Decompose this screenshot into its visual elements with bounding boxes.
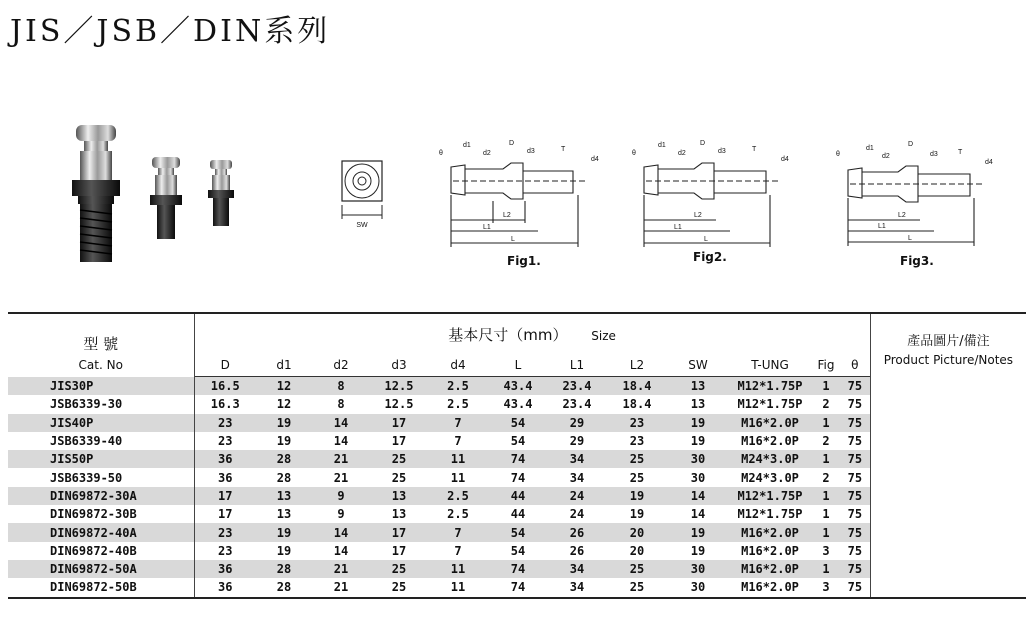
table-row	[8, 542, 1026, 560]
l1-label: L1	[483, 224, 491, 231]
table-row	[8, 468, 1026, 486]
spec-cell: 74	[510, 470, 526, 485]
spec-cell: 2.5	[447, 397, 469, 412]
spec-cell: 12.5	[384, 397, 414, 412]
pull-stud-large	[72, 125, 120, 262]
spec-cell: 34	[569, 470, 585, 485]
table-row	[8, 487, 1026, 505]
cat-no-cell: JIS30P	[8, 377, 194, 396]
spec-cell: 74	[488, 450, 548, 468]
spec-cell: 25	[606, 578, 668, 597]
column-header: d3	[370, 354, 428, 377]
spec-cell: 1	[812, 450, 840, 468]
spec-cell: 12	[256, 377, 312, 396]
spec-cell: 34	[548, 578, 606, 597]
spec-cell: 13	[391, 507, 407, 522]
spec-cell: 8	[337, 397, 345, 412]
spec-cell: 17	[370, 414, 428, 432]
spec-cell: 1	[812, 377, 840, 396]
spec-cell: 9	[312, 487, 370, 505]
d-label: D	[509, 140, 515, 147]
spec-cell: 17	[391, 543, 407, 558]
table-row	[8, 395, 1026, 413]
spec-cell: 75	[847, 507, 863, 522]
fig3-caption: Fig3.	[900, 254, 934, 268]
spec-cell: M12*1.75P	[728, 487, 812, 505]
spec-cell: 23.4	[562, 397, 592, 412]
column-header: L	[488, 354, 548, 377]
column-header: L2	[606, 354, 668, 377]
spec-cell: 2.5	[428, 377, 488, 396]
column-header: T-UNG	[728, 354, 812, 377]
spec-cell: 23	[194, 523, 256, 541]
column-header: d2	[312, 354, 370, 377]
spec-cell: M16*2.0P	[728, 578, 812, 597]
spec-cell: 14	[333, 434, 349, 449]
spec-cell: 2	[822, 397, 830, 412]
spec-cell: 7	[428, 523, 488, 541]
spec-cell: M16*2.0P	[741, 543, 799, 558]
d4-label: d4	[985, 159, 993, 166]
notes-cell	[870, 432, 1026, 450]
fig1-drawing	[433, 135, 608, 255]
spec-cell: 75	[840, 414, 870, 432]
spec-cell: 44	[510, 507, 526, 522]
d3-label: d3	[930, 151, 938, 158]
column-header: L1	[548, 354, 606, 377]
sw-label: SW	[356, 222, 368, 229]
spec-cell: M16*2.0P	[728, 523, 812, 541]
spec-cell: 2.5	[447, 507, 469, 522]
spec-cell: 17	[391, 434, 407, 449]
cat-no-cell: JSB6339-30	[8, 395, 194, 413]
spec-cell: 2	[822, 470, 830, 485]
spec-cell: 17	[218, 507, 233, 522]
cat-no-cell: JSB6339-50	[8, 468, 194, 486]
column-header: Fig	[812, 354, 840, 377]
spec-cell: 36	[194, 560, 256, 578]
spec-cell: 30	[668, 578, 728, 597]
spec-cell: 16.3	[210, 397, 240, 412]
d1-label: d1	[463, 142, 471, 149]
cat-no-header	[8, 313, 194, 377]
spec-cell: 1	[812, 414, 840, 432]
d-label: D	[700, 140, 706, 147]
l2-label: L2	[694, 212, 702, 219]
spec-cell: 43.4	[488, 377, 548, 396]
notes-cell	[870, 487, 1026, 505]
spec-cell: 75	[847, 470, 863, 485]
spec-cell: 13	[256, 487, 312, 505]
spec-cell: 17	[370, 523, 428, 541]
cat-no-cell: DIN69872-50A	[8, 560, 194, 578]
spec-cell: 23	[606, 414, 668, 432]
l-label: L	[704, 236, 708, 243]
table-row	[8, 377, 1026, 396]
spec-cell: 23.4	[548, 377, 606, 396]
spec-cell: 19	[690, 434, 706, 449]
notes-cell	[870, 505, 1026, 523]
spec-cell: 19	[629, 507, 645, 522]
spec-cell: 75	[840, 578, 870, 597]
spec-cell: 43.4	[503, 397, 533, 412]
l2-label: L2	[898, 212, 906, 219]
spec-cell: 11	[428, 578, 488, 597]
d1-label: d1	[658, 142, 666, 149]
l-label: L	[511, 236, 515, 243]
spec-cell: M12*1.75P	[737, 397, 803, 412]
spec-cell: 23	[194, 414, 256, 432]
spec-cell: 8	[312, 377, 370, 396]
spec-cell: 11	[450, 470, 466, 485]
d4-label: d4	[591, 156, 599, 163]
spec-cell: 1	[812, 487, 840, 505]
spec-cell: 25	[391, 470, 407, 485]
spec-cell: 23	[629, 434, 645, 449]
spec-cell: 13	[690, 397, 706, 412]
spec-cell: 75	[840, 450, 870, 468]
spec-cell: 44	[488, 487, 548, 505]
spec-cell: 19	[668, 523, 728, 541]
spec-cell: 23	[218, 434, 233, 449]
spec-cell: 25	[606, 560, 668, 578]
d2-label: d2	[483, 150, 491, 157]
cat-no-cell: DIN69872-40B	[8, 542, 194, 560]
spec-cell: 28	[276, 470, 292, 485]
spec-cell: 54	[510, 434, 526, 449]
spec-cell: 14	[668, 487, 728, 505]
spec-cell: M16*2.0P	[728, 560, 812, 578]
spec-cell: 75	[847, 543, 863, 558]
cat-no-cell: JSB6339-40	[8, 432, 194, 450]
spec-cell: 25	[606, 450, 668, 468]
spec-cell: 1	[812, 560, 840, 578]
spec-cell: 36	[194, 450, 256, 468]
spec-cell: 29	[569, 434, 585, 449]
spec-cell: 14	[690, 507, 706, 522]
spec-cell: 21	[312, 578, 370, 597]
notes-cell	[870, 377, 1026, 396]
fig2-caption: Fig2.	[693, 250, 727, 264]
spec-cell: 34	[548, 450, 606, 468]
spec-cell: 19	[690, 543, 706, 558]
spec-cell: 36	[218, 470, 233, 485]
spec-cell: 12	[276, 397, 292, 412]
spec-cell: 75	[840, 377, 870, 396]
spec-cell: 20	[629, 543, 645, 558]
spec-cell: 24	[548, 487, 606, 505]
spec-cell: 54	[488, 523, 548, 541]
spec-cell: 19	[606, 487, 668, 505]
product-photos	[62, 122, 252, 267]
notes-header-zh: 產品圖片/備注	[907, 333, 990, 349]
page-title: JIS／JSB／DIN系列	[10, 14, 331, 49]
spec-cell: 7	[454, 434, 462, 449]
theta-label: θ	[836, 151, 840, 158]
cat-no-cell: DIN69872-50B	[8, 578, 194, 597]
spec-cell: 25	[370, 578, 428, 597]
spec-cell: 30	[668, 450, 728, 468]
notes-cell	[870, 578, 1026, 597]
size-header-en: Size	[591, 328, 616, 343]
spec-cell: 18.4	[606, 377, 668, 396]
spec-cell: 74	[488, 560, 548, 578]
notes-cell	[870, 395, 1026, 413]
spec-cell: M24*3.0P	[741, 470, 799, 485]
sw-end-view-drawing	[336, 155, 388, 233]
spec-cell: 30	[690, 470, 706, 485]
spec-cell: 17	[194, 487, 256, 505]
table-row	[8, 560, 1026, 578]
cat-no-cell: DIN69872-30B	[8, 505, 194, 523]
spec-cell: 29	[548, 414, 606, 432]
column-header: θ	[840, 354, 870, 377]
spec-cell: 54	[488, 414, 548, 432]
table-row	[8, 432, 1026, 450]
size-header-zh: 基本尺寸（mm）	[448, 325, 568, 344]
t-label: T	[958, 149, 963, 156]
spec-cell: 2	[822, 434, 830, 449]
spec-cell: 21	[312, 450, 370, 468]
spec-cell: M12*1.75P	[728, 377, 812, 396]
cat-no-cell: DIN69872-30A	[8, 487, 194, 505]
spec-cell: 1	[822, 507, 830, 522]
spec-cell: M16*2.0P	[741, 434, 799, 449]
spec-cell: 75	[847, 434, 863, 449]
fig1-caption: Fig1.	[507, 254, 541, 268]
column-header: SW	[668, 354, 728, 377]
d3-label: d3	[527, 148, 535, 155]
notes-cell	[870, 523, 1026, 541]
table-row	[8, 450, 1026, 468]
spec-cell: 11	[428, 560, 488, 578]
spec-cell: M24*3.0P	[728, 450, 812, 468]
spec-cell: 25	[629, 470, 645, 485]
spec-cell: 24	[569, 507, 585, 522]
spec-cell: 3	[822, 543, 830, 558]
spec-cell: 26	[569, 543, 585, 558]
spec-cell: 19	[276, 543, 292, 558]
notes-cell	[870, 450, 1026, 468]
d3-label: d3	[718, 148, 726, 155]
spec-cell: 26	[548, 523, 606, 541]
spec-cell: 13	[276, 507, 292, 522]
spec-cell: 54	[510, 543, 526, 558]
d2-label: d2	[678, 150, 686, 157]
pull-stud-medium	[150, 157, 182, 239]
column-header: D	[194, 354, 256, 377]
spec-cell: 18.4	[622, 397, 652, 412]
spec-table	[8, 312, 1026, 599]
spec-cell: 23	[218, 543, 233, 558]
spec-cell: 3	[812, 578, 840, 597]
theta-label: θ	[632, 150, 636, 157]
l2-label: L2	[503, 212, 511, 219]
fig3-drawing	[832, 138, 1002, 258]
spec-cell: 75	[840, 560, 870, 578]
column-header: d4	[428, 354, 488, 377]
spec-cell: 20	[606, 523, 668, 541]
spec-cell: 28	[256, 560, 312, 578]
t-label: T	[561, 146, 566, 153]
cat-no-cell: DIN69872-40A	[8, 523, 194, 541]
spec-cell: 28	[256, 578, 312, 597]
spec-cell: 75	[847, 397, 863, 412]
d4-label: d4	[781, 156, 789, 163]
cat-no-cell: JIS50P	[8, 450, 194, 468]
size-header	[194, 313, 870, 354]
spec-cell: 11	[428, 450, 488, 468]
spec-cell: 28	[256, 450, 312, 468]
spec-cell: 34	[548, 560, 606, 578]
table-row	[8, 578, 1026, 597]
notes-cell	[870, 414, 1026, 432]
cat-no-cell: JIS40P	[8, 414, 194, 432]
spec-cell: 21	[312, 560, 370, 578]
spec-cell: 19	[256, 414, 312, 432]
notes-header	[870, 313, 1026, 377]
notes-cell	[870, 560, 1026, 578]
cat-header-zh: 型 號	[83, 334, 119, 353]
spec-cell: 14	[312, 523, 370, 541]
column-header: d1	[256, 354, 312, 377]
spec-cell: M16*2.0P	[728, 414, 812, 432]
d1-label: d1	[866, 145, 874, 152]
spec-cell: 21	[333, 470, 349, 485]
spec-cell: 75	[840, 523, 870, 541]
table-row	[8, 505, 1026, 523]
table-row	[8, 414, 1026, 432]
spec-cell: 19	[256, 523, 312, 541]
theta-label: θ	[439, 150, 443, 157]
spec-cell: 14	[333, 543, 349, 558]
spec-cell: 25	[370, 560, 428, 578]
spec-cell: 19	[668, 414, 728, 432]
spec-cell: 12.5	[370, 377, 428, 396]
fig2-drawing	[628, 135, 798, 255]
spec-cell: 13	[668, 377, 728, 396]
spec-cell: 75	[840, 487, 870, 505]
notes-cell	[870, 542, 1026, 560]
spec-cell: 19	[276, 434, 292, 449]
spec-cell: 16.5	[194, 377, 256, 396]
l-label: L	[908, 235, 912, 242]
spec-cell: 25	[370, 450, 428, 468]
spec-cell: 7	[428, 414, 488, 432]
spec-cell: 1	[812, 523, 840, 541]
l1-label: L1	[674, 224, 682, 231]
spec-cell: 36	[194, 578, 256, 597]
spec-cell: 14	[312, 414, 370, 432]
t-label: T	[752, 146, 757, 153]
spec-cell: 2.5	[428, 487, 488, 505]
notes-cell	[870, 468, 1026, 486]
spec-cell: 7	[454, 543, 462, 558]
pull-stud-small	[208, 160, 234, 226]
spec-cell: 13	[370, 487, 428, 505]
spec-cell: M12*1.75P	[737, 507, 803, 522]
l1-label: L1	[878, 223, 886, 230]
d-label: D	[908, 141, 914, 148]
cat-header-en: Cat. No	[78, 357, 123, 372]
d2-label: d2	[882, 153, 890, 160]
spec-cell: 9	[337, 507, 345, 522]
spec-cell: 74	[488, 578, 548, 597]
table-row	[8, 523, 1026, 541]
notes-header-en: Product Picture/Notes	[883, 352, 1014, 367]
spec-cell: 30	[668, 560, 728, 578]
